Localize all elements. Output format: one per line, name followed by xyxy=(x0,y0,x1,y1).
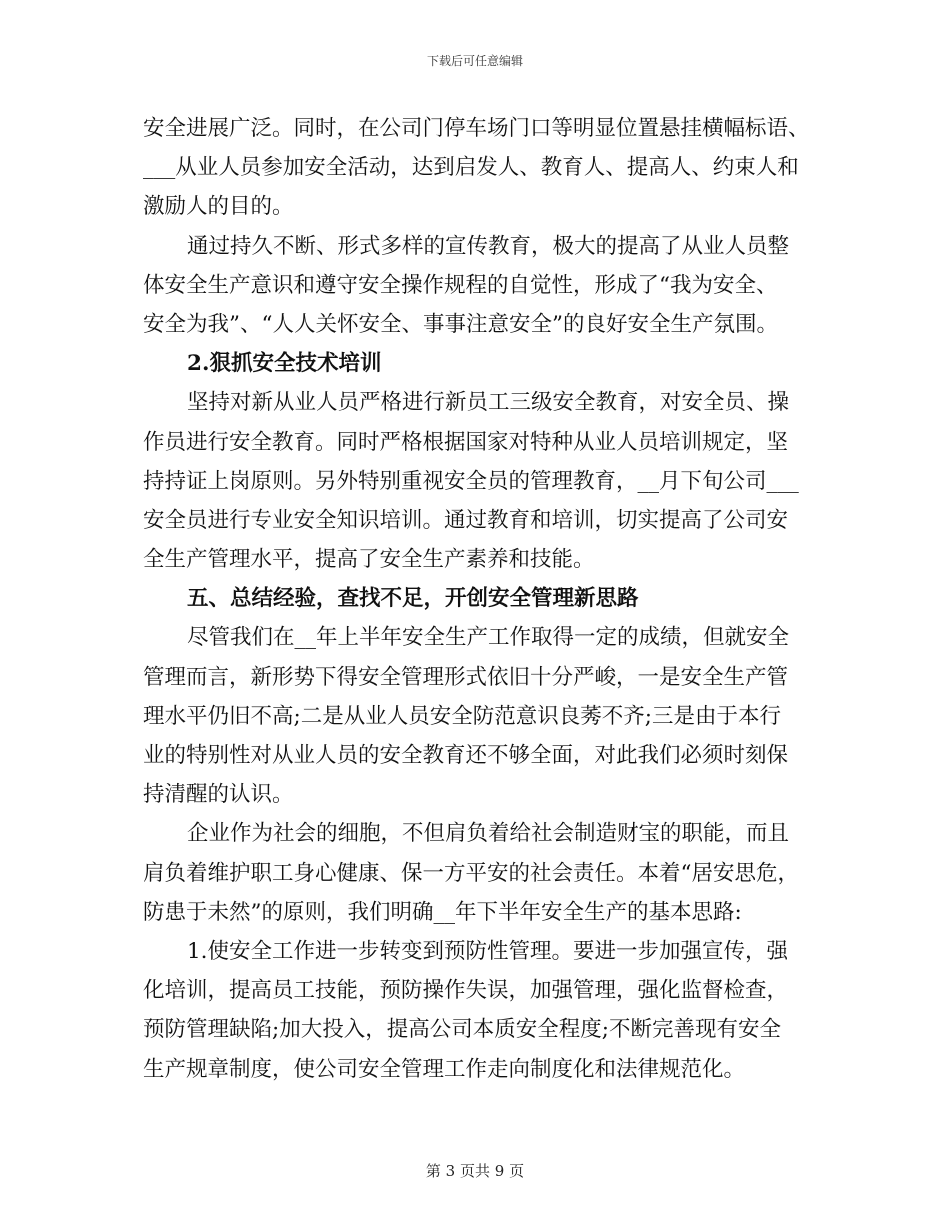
section-heading: 2.狠抓安全技术培训 xyxy=(187,351,382,377)
text-line: 全生产管理水平，提高了安全生产素养和技能。 xyxy=(143,547,595,573)
document-body xyxy=(143,109,810,1089)
text-line: 理水平仍旧不高;二是从业人员安全防范意识良莠不齐;三是由于本行 xyxy=(143,703,781,729)
text-line: 通过持久不断、形式多样的宣传教育，极大的提高了从业人员整 xyxy=(187,233,790,259)
section-heading: 五、总结经验，查找不足，开创安全管理新思路 xyxy=(187,586,639,612)
text-line: 预防管理缺陷;加大投入，提高公司本质安全程度;不断完善现有安全 xyxy=(143,1017,781,1043)
text-line: 持持证上岗原则。另外特别重视安全员的管理教育，__月下旬公司___ xyxy=(143,468,799,494)
text-line: 安全为我”、“人人关怀安全、事事注意安全”的良好安全生产氛围。 xyxy=(143,311,778,337)
text-line: 1.使安全工作进一步转变到预防性管理。要进一步加强宣传，强 xyxy=(187,938,789,964)
text-line: 化培训，提高员工技能，预防操作失误，加强管理，强化监督检查， xyxy=(143,978,789,1004)
text-line: 肩负着维护职工身心健康、保一方平安的社会责任。本着“居安思危， xyxy=(143,860,799,886)
text-line: 业的特别性对从业人员的安全教育还不够全面，对此我们必须时刻保 xyxy=(143,743,789,768)
page-footer: 第 3 页共 9 页 xyxy=(425,1162,525,1180)
text-line: 持清醒的认识。 xyxy=(143,782,294,808)
text-line: 安全员进行专业安全知识培训。通过教育和培训，切实提高了公司安 xyxy=(143,507,789,533)
text-line: ___从业人员参加安全活动，达到启发人、教育人、提高人、约束人和 xyxy=(143,155,799,181)
text-line: 作员进行安全教育。同时严格根据国家对特种从业人员培训规定，坚 xyxy=(143,429,789,455)
text-line: 尽管我们在__年上半年安全生产工作取得一定的成绩，但就安全 xyxy=(187,625,790,651)
text-line: 管理而言，新形势下得安全管理形式依旧十分严峻，一是安全生产管 xyxy=(143,664,789,690)
text-line: 安全进展广泛。同时，在公司门停车场门口等明显位置悬挂横幅标语、 xyxy=(143,116,810,141)
page-header: 下载后可任意编辑 xyxy=(426,54,523,68)
text-line: 激励人的目的。 xyxy=(143,194,294,220)
text-line: 生产规章制度，使公司安全管理工作走向制度化和法律规范化。 xyxy=(143,1056,746,1082)
text-line: 防患于未然”的原则，我们明确__年下半年安全生产的基本思路: xyxy=(143,899,742,925)
text-line: 企业作为社会的细胞，不但肩负着给社会制造财宝的职能，而且 xyxy=(187,821,790,847)
text-line: 坚持对新从业人员严格进行新员工三级安全教育，对安全员、操 xyxy=(187,390,790,416)
text-line: 体安全生产意识和遵守安全操作规程的自觉性，形成了“我为安全、 xyxy=(143,272,778,298)
